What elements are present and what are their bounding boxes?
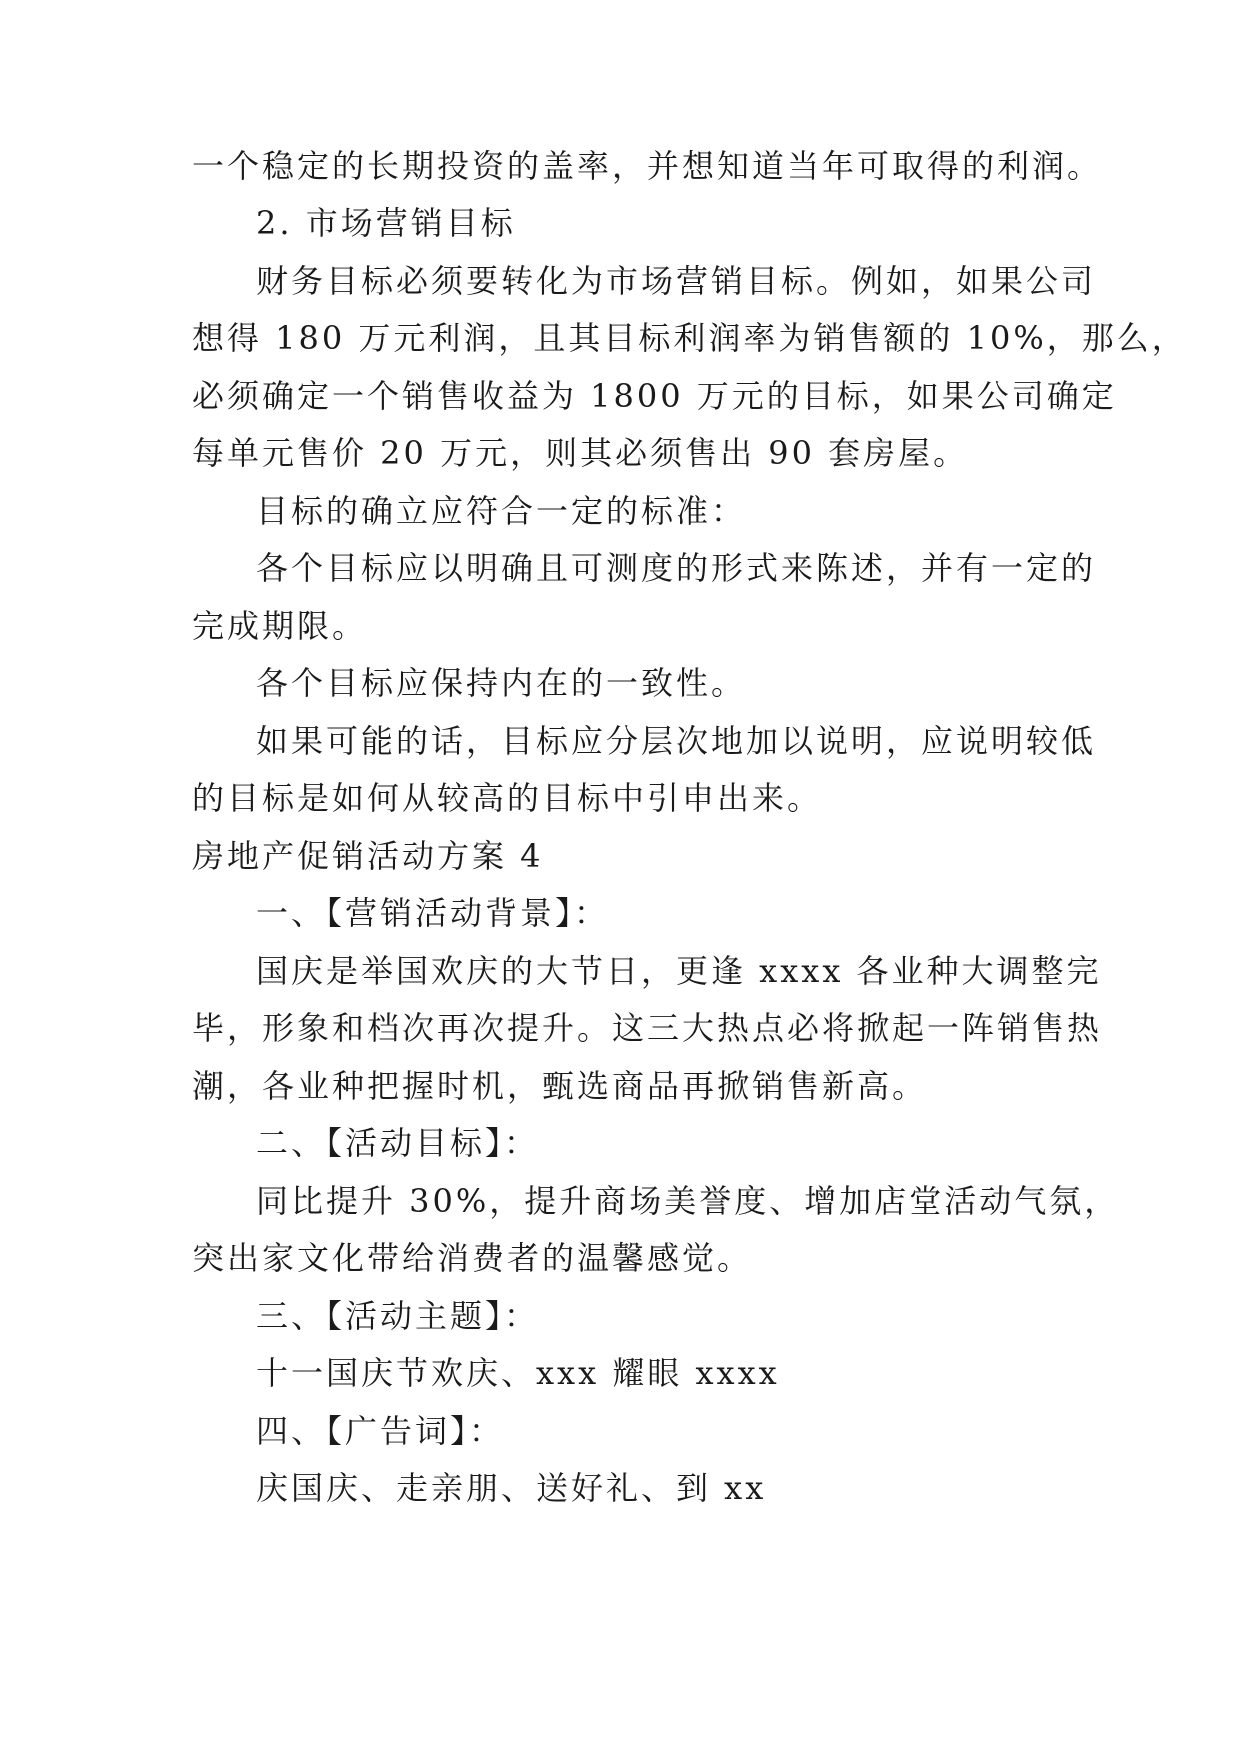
body-text-line: 十一国庆节欢庆、xxx 耀眼 xxxx — [256, 1354, 780, 1392]
body-text-line: 想得 180 万元利润，且其目标利润率为销售额的 10%，那么， — [192, 319, 1187, 357]
body-text-line: 突出家文化带给消费者的温馨感觉。 — [192, 1239, 753, 1277]
subsection-heading: 一、【营销活动背景】： — [256, 894, 610, 932]
body-text-line: 潮，各业种把握时机，甄选商品再掀销售新高。 — [192, 1067, 928, 1105]
body-text-line: 国庆是举国欢庆的大节日，更逢 xxxx 各业种大调整完 — [256, 952, 1102, 990]
body-text-line: 各个目标应以明确且可测度的形式来陈述，并有一定的 — [256, 549, 1097, 587]
subsection-heading: 四、【广告词】： — [256, 1412, 505, 1450]
subsection-heading: 二、【活动目标】： — [256, 1124, 540, 1162]
body-text-line: 庆国庆、走亲朋、送好礼、到 xx — [256, 1469, 767, 1507]
body-text-line: 的目标是如何从较高的目标中引申出来。 — [192, 779, 823, 817]
subsection-heading: 三、【活动主题】： — [256, 1297, 540, 1335]
section-title: 房地产促销活动方案 4 — [192, 837, 544, 875]
body-text-line: 一个稳定的长期投资的盖率，并想知道当年可取得的利润。 — [192, 147, 1103, 185]
body-text-line: 完成期限。 — [192, 607, 368, 645]
body-text-line: 必须确定一个销售收益为 1800 万元的目标，如果公司确定 — [192, 377, 1117, 415]
body-text-line: 同比提升 30%，提升商场美誉度、增加店堂活动气氛， — [256, 1182, 1120, 1220]
body-text-line: 各个目标应保持内在的一致性。 — [256, 664, 747, 702]
body-text-line: 目标的确立应符合一定的标准： — [256, 492, 747, 530]
body-text-line: 财务目标必须要转化为市场营销目标。例如，如果公司 — [256, 262, 1097, 300]
body-text-line: 如果可能的话，目标应分层次地加以说明，应说明较低 — [256, 722, 1097, 760]
body-text-line: 毕，形象和档次再次提升。这三大热点必将掀起一阵销售热 — [192, 1009, 1103, 1047]
body-text-line: 每单元售价 20 万元，则其必须售出 90 套房屋。 — [192, 434, 969, 472]
subsection-heading: 2. 市场营销目标 — [256, 204, 516, 242]
